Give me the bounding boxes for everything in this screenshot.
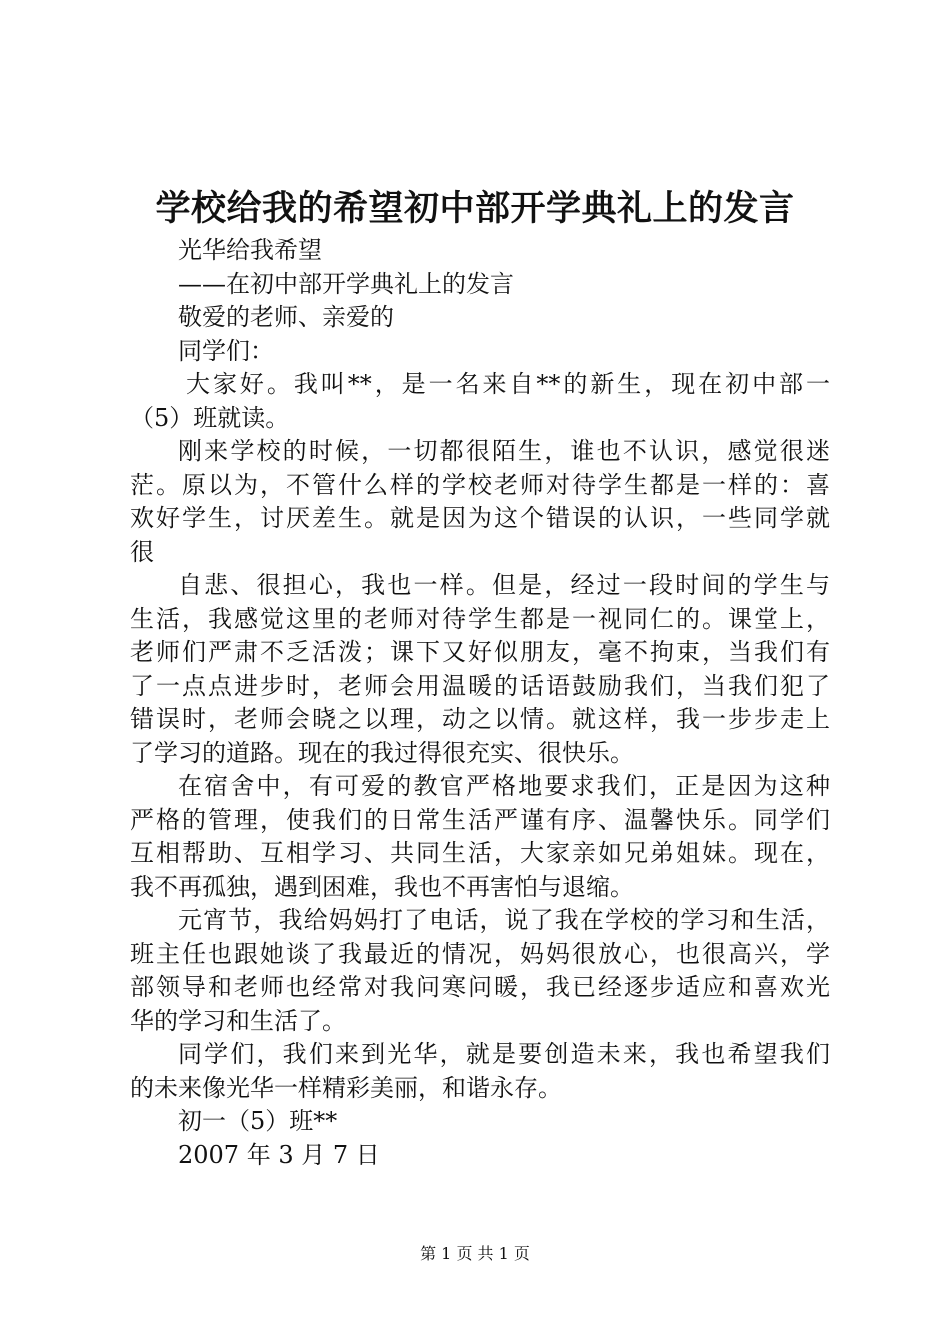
paragraph-line: 互相帮助、互相学习、共同生活，大家亲如兄弟姐妹。现在， xyxy=(130,839,830,867)
paragraph-line: 华的学习和生活了。 xyxy=(130,1006,346,1035)
paragraph-line: 部领导和老师也经常对我问寒问暖，我已经逐步适应和喜欢光 xyxy=(130,973,830,1001)
subtitle-line: ——在初中部开学典礼上的发言 xyxy=(178,269,514,298)
paragraph-line: 生活，我感觉这里的老师对待学生都是一视同仁的。课堂上， xyxy=(130,604,830,633)
paragraph-line: 元宵节，我给妈妈打了电话，说了我在学校的学习和生活， xyxy=(178,906,830,934)
salutation-line: 敬爱的老师、亲爱的 xyxy=(178,303,394,331)
paragraph-line: 了学习的道路。现在的我过得很充实、很快乐。 xyxy=(130,738,634,767)
document-body xyxy=(130,234,830,1172)
paragraph-line: 茫。原以为，不管什么样的学校老师对待学生都是一样的：喜 xyxy=(130,470,830,499)
signature-class: 初一（5）班** xyxy=(178,1107,338,1135)
paragraph-line: 我不再孤独，遇到困难，我也不再害怕与退缩。 xyxy=(130,872,634,901)
paragraph-line: 在宿舍中，有可爱的教官严格地要求我们，正是因为这种 xyxy=(178,772,830,800)
paragraph-line: 欢好学生，讨厌差生。就是因为这个错误的认识，一些同学就 xyxy=(130,504,830,532)
paragraph-line: 了一点点进步时，老师会用温暖的话语鼓励我们，当我们犯了 xyxy=(130,671,830,700)
paragraph-line: 班主任也跟她谈了我最近的情况，妈妈很放心，也很高兴，学 xyxy=(130,939,830,968)
paragraph-line: 错误时，老师会晓之以理，动之以情。就这样，我一步步走上 xyxy=(130,705,830,733)
paragraph-line: 很 xyxy=(130,537,154,566)
paragraph-line: 老师们严肃不乏活泼；课下又好似朋友，毫不拘束，当我们有 xyxy=(130,638,830,666)
paragraph-line: 自悲、很担心，我也一样。但是，经过一段时间的学生与 xyxy=(178,571,830,599)
paragraph-line: 同学们，我们来到光华，就是要创造未来，我也希望我们 xyxy=(178,1040,830,1068)
paragraph-line: 严格的管理，使我们的日常生活严谨有序、温馨快乐。同学们 xyxy=(130,805,830,834)
salutation-line: 同学们： xyxy=(178,336,274,365)
subtitle-line: 光华给我希望 xyxy=(178,236,322,264)
document-title: 学校给我的希望初中部开学典礼上的发言 xyxy=(155,188,795,229)
paragraph-line: 的未来像光华一样精彩美丽，和谐永存。 xyxy=(130,1073,562,1102)
signature-date: 2007 年 3 月 7 日 xyxy=(178,1140,380,1169)
paragraph-line: 大家好。我叫**，是一名来自**的新生，现在初中部一 xyxy=(186,370,830,398)
paragraph-line: （5）班就读。 xyxy=(130,403,290,432)
paragraph-line: 刚来学校的时候，一切都很陌生，谁也不认识，感觉很迷 xyxy=(178,437,830,465)
page-footer: 第 1 页 共 1 页 xyxy=(420,1244,530,1263)
